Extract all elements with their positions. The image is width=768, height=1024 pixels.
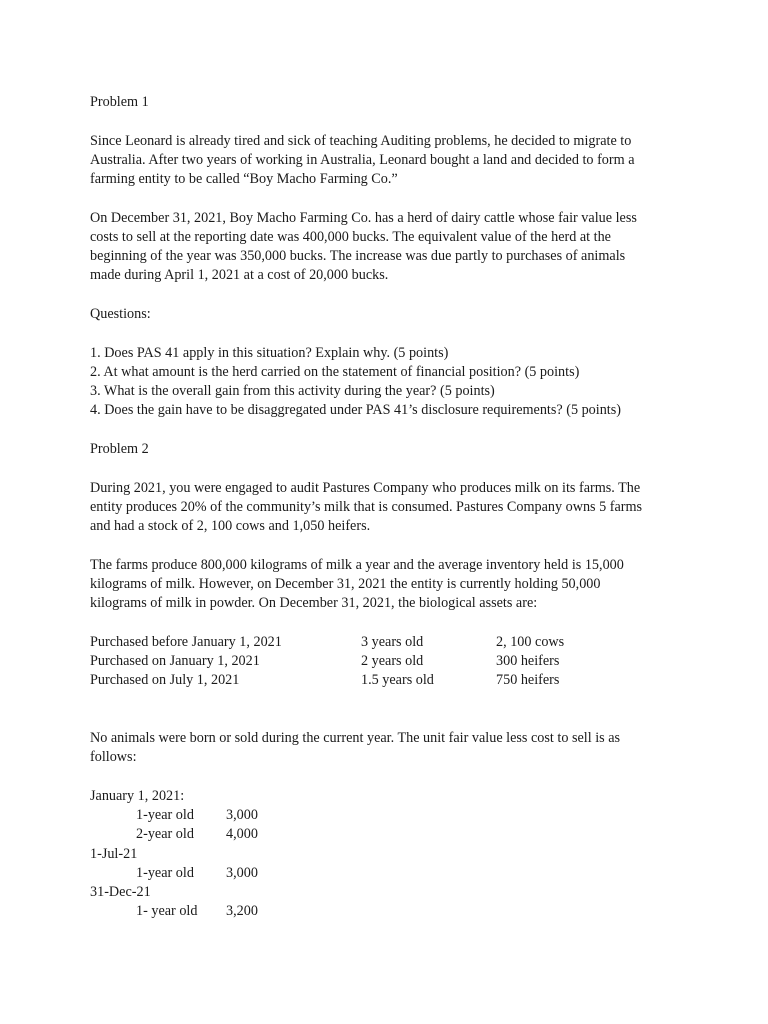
problem-1-paragraph-1-line: Since Leonard is already tired and sick of teaching Auditing problems, he decided to migrate to — [90, 133, 632, 149]
problem-2-paragraph-2-line: The farms produce 800,000 kilograms of milk a year and the average inventory held is 15,000 — [90, 557, 624, 573]
age-category: 1-year old — [136, 807, 194, 823]
unit-value: 3,000 — [226, 865, 258, 881]
unit-value: 3,200 — [226, 903, 258, 919]
purchase-date-cell: Purchased on July 1, 2021 — [90, 672, 240, 688]
schedule-date: January 1, 2021: — [90, 788, 185, 804]
quantity-cell: 750 heifers — [496, 672, 560, 688]
question-item: 3. What is the overall gain from this activity during the year? (5 points) — [90, 383, 495, 399]
problem-2-paragraph-1-line: During 2021, you were engaged to audit Pastures Company who produces milk on its farms. The — [90, 480, 641, 496]
question-item: 2. At what amount is the herd carried on the statement of financial position? (5 points) — [90, 364, 580, 380]
questions-label: Questions: — [90, 306, 151, 322]
quantity-cell: 2, 100 cows — [496, 634, 565, 650]
age-cell: 1.5 years old — [361, 672, 434, 688]
age-cell: 3 years old — [361, 634, 424, 650]
unit-value: 4,000 — [226, 826, 258, 842]
problem-1-paragraph-2-line: beginning of the year was 350,000 bucks. The increase was due partly to purchases of animals — [90, 248, 626, 264]
problem-2-paragraph-3-line: No animals were born or sold during the current year. The unit fair value less cost to sell is as — [90, 730, 621, 746]
problem-1-paragraph-1-line: Australia. After two years of working in Australia, Leonard bought a land and decided to form a — [90, 152, 635, 168]
problem-1-paragraph-2-line: costs to sell at the reporting date was 400,000 bucks. The equivalent value of the herd at the — [90, 229, 611, 245]
problem-2-paragraph-2-line: kilograms of milk in powder. On December 31, 2021, the biological assets are: — [90, 595, 538, 611]
purchase-date-cell: Purchased before January 1, 2021 — [90, 634, 282, 650]
problem-2-paragraph-3-line: follows: — [90, 749, 137, 765]
problem-2-heading: Problem 2 — [90, 441, 149, 457]
question-item: 1. Does PAS 41 apply in this situation? Explain why. (5 points) — [90, 345, 449, 361]
unit-value: 3,000 — [226, 807, 258, 823]
purchase-date-cell: Purchased on January 1, 2021 — [90, 653, 260, 669]
problem-1-paragraph-1-line: farming entity to be called “Boy Macho Farming Co.” — [90, 171, 398, 187]
problem-1-paragraph-2-line: made during April 1, 2021 at a cost of 20,000 bucks. — [90, 267, 389, 283]
schedule-date: 1-Jul-21 — [90, 846, 138, 862]
schedule-date: 31-Dec-21 — [90, 884, 151, 900]
problem-2-paragraph-2-line: kilograms of milk. However, on December 31, 2021 the entity is currently holding 50,000 — [90, 576, 601, 592]
problem-1-paragraph-2-line: On December 31, 2021, Boy Macho Farming Co. has a herd of dairy cattle whose fair value less — [90, 210, 637, 226]
problem-1-heading: Problem 1 — [90, 94, 149, 110]
problem-2-paragraph-1-line: and had a stock of 2, 100 cows and 1,050 heifers. — [90, 518, 371, 534]
age-category: 2-year old — [136, 826, 194, 842]
quantity-cell: 300 heifers — [496, 653, 560, 669]
age-category: 1- year old — [136, 903, 198, 919]
age-cell: 2 years old — [361, 653, 424, 669]
problem-2-paragraph-1-line: entity produces 20% of the community’s milk that is consumed. Pastures Company owns 5 farms — [90, 499, 643, 515]
question-item: 4. Does the gain have to be disaggregated under PAS 41’s disclosure requirements? (5 points) — [90, 402, 621, 418]
age-category: 1-year old — [136, 865, 194, 881]
